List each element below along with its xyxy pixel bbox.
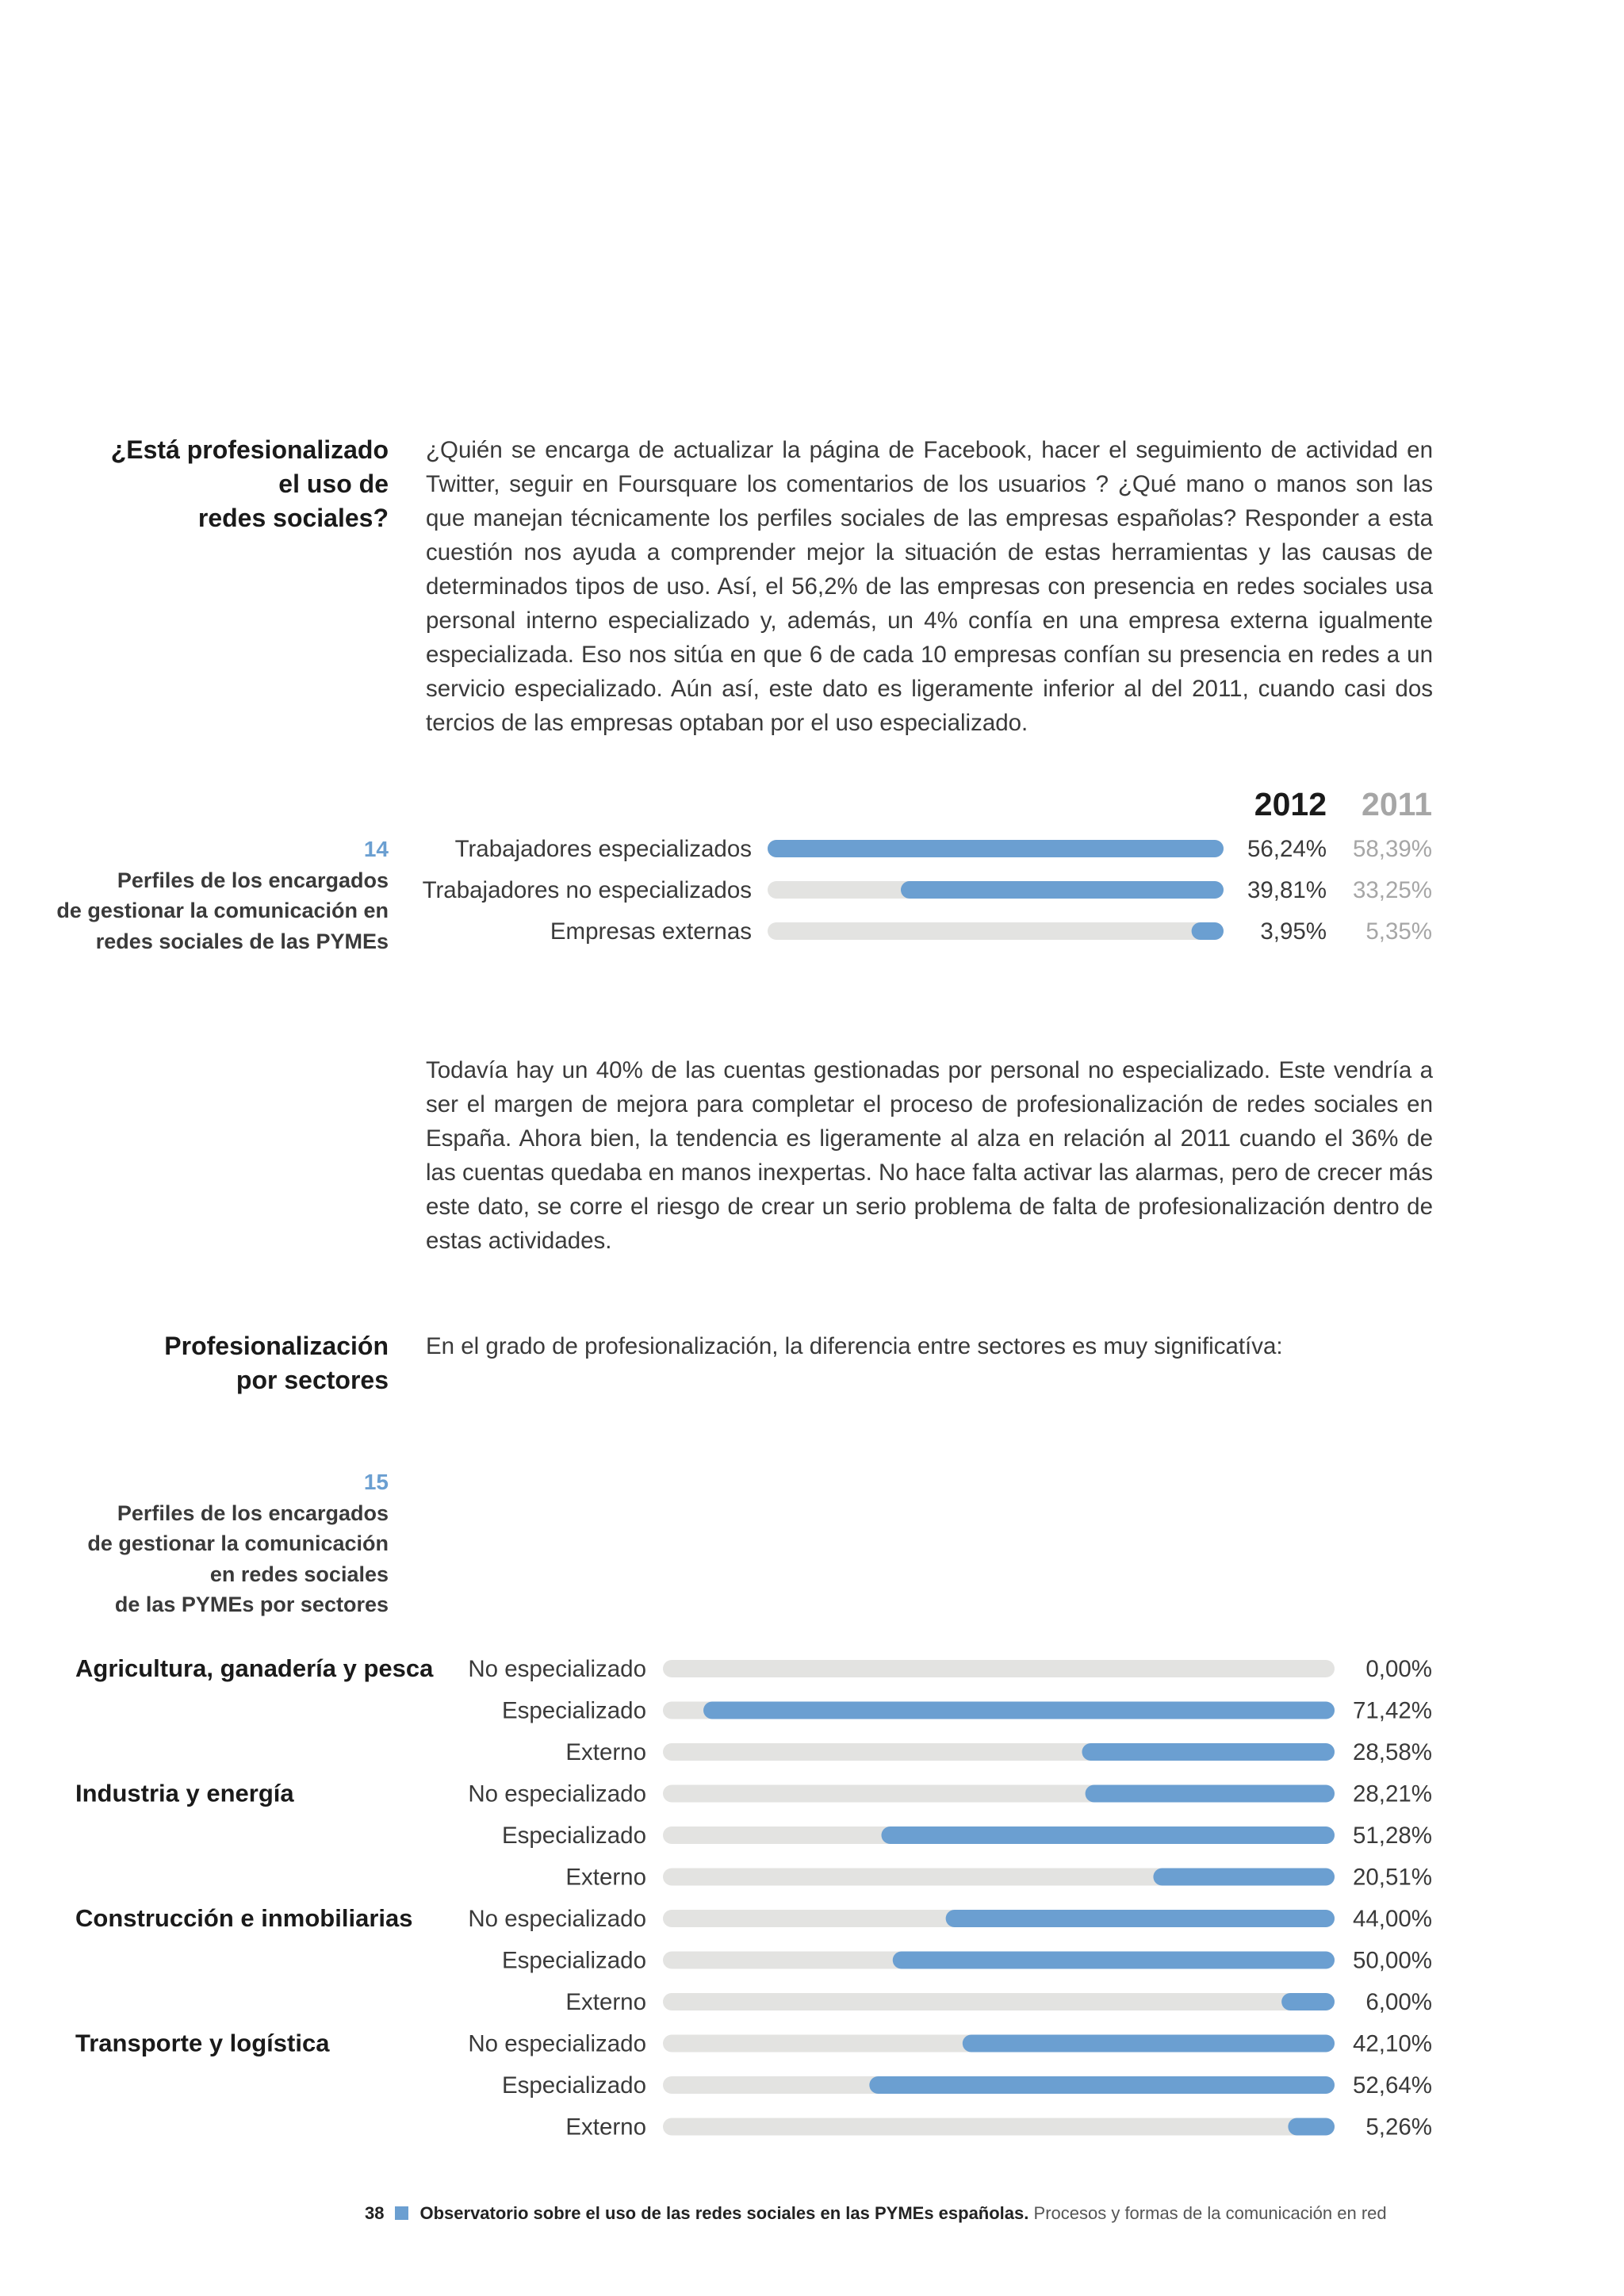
row-label: Especializado xyxy=(501,2072,646,2099)
bar-value xyxy=(893,1952,1335,1969)
sector-label: Construcción e inmobiliarias xyxy=(75,1904,413,1932)
bar-value xyxy=(1082,1743,1335,1761)
footer-square-icon xyxy=(395,2206,408,2220)
row-label: Especializado xyxy=(501,1697,646,1724)
sector-label: Industria y energía xyxy=(75,1779,294,1807)
analysis-paragraph: Todavía hay un 40% de las cuentas gestionadas por personal no especializado. Este vendría a ser el margen de mejora para completar el proceso de profesionalización de redes sociales en España. Ahora bien, la tendencia es ligeramente al alza en relación al 2011 cuando el 36% de las cuentas quedaba en manos inexpertas. No hace falta activar las alarmas, pero de crecer más este dato, se corre el riesgo de crear un serio problema de falta de profesionalización dentro de estas actividades. xyxy=(426,1057,1433,1254)
row-label: Externo xyxy=(565,2114,646,2141)
bar-track xyxy=(663,1993,1335,2010)
value-label-2012: 56,24% xyxy=(1247,836,1327,862)
sector-label: Agricultura, ganadería y pesca xyxy=(75,1654,434,1682)
publication-subtitle: Procesos y formas de la comunicación en red xyxy=(1033,2203,1387,2223)
value-label-2012: 3,95% xyxy=(1260,918,1327,945)
caption-line: de gestionar la comunicación xyxy=(87,1531,389,1555)
year-header-2011: 2011 xyxy=(1362,786,1432,822)
value-label-2011: 33,25% xyxy=(1352,877,1432,903)
caption-line: de las PYMEs por sectores xyxy=(114,1593,389,1616)
value-label: 71,42% xyxy=(1352,1697,1432,1724)
heading-line: ¿Está profesionalizado xyxy=(110,435,389,464)
value-label: 28,58% xyxy=(1352,1739,1432,1765)
category-label: Trabajadores no especializados xyxy=(422,877,752,903)
value-label-2011: 58,39% xyxy=(1352,836,1432,862)
figure-number: 15 xyxy=(363,1470,389,1494)
intro-paragraph: ¿Quién se encarga de actualizar la página de Facebook, hacer el seguimiento de actividad en Twitter, seguir en Foursquare los comentarios de los usuarios ? ¿Qué mano o manos son las que manejan técnicamente los perfiles sociales de las empresas españolas? Responder a esta cuestión nos ayuda a comprender mejor la situación de estas herramientas y las causas de determinados tipos de uso. Así, el 56,2% de las empresas con presencia en redes sociales usa personal interno especializado y, además, un 4% confía en una empresa externa igualmente especializada. Eso nos sitúa en que 6 de cada 10 empresas confían su presencia en redes a un servicio especializado. Aún así, este dato es ligeramente inferior al del 2011, cuando casi dos tercios de las empresas optaban por el uso especializado. xyxy=(426,437,1433,736)
chart-15 xyxy=(0,1650,1624,2141)
bar-2012 xyxy=(768,840,1224,857)
value-label-2011: 5,35% xyxy=(1365,918,1432,945)
category-label: Trabajadores especializados xyxy=(454,836,752,862)
value-label: 5,26% xyxy=(1365,2114,1432,2141)
value-label: 44,00% xyxy=(1352,1906,1432,1932)
value-label: 42,10% xyxy=(1352,2030,1432,2057)
row-label: Externo xyxy=(565,1864,646,1891)
value-label: 28,21% xyxy=(1352,1780,1432,1807)
heading-line: por sectores xyxy=(236,1366,389,1394)
page-number: 38 xyxy=(365,2203,385,2223)
figure-number: 14 xyxy=(363,837,389,861)
row-label: Externo xyxy=(565,1739,646,1765)
row-label: Especializado xyxy=(501,1823,646,1849)
year-header-2012: 2012 xyxy=(1254,786,1327,822)
caption-line: redes sociales de las PYMEs xyxy=(95,929,389,953)
section-heading-sectores xyxy=(48,1329,389,1397)
heading-line: el uso de xyxy=(278,470,389,498)
figure-15-caption xyxy=(48,1467,389,1620)
value-label: 52,64% xyxy=(1352,2072,1432,2099)
bar-track xyxy=(663,2118,1335,2136)
bar-2012 xyxy=(901,881,1224,899)
row-label: No especializado xyxy=(468,2030,646,2057)
row-label: Especializado xyxy=(501,1947,646,1974)
section-heading-profesionalizado xyxy=(48,433,389,535)
caption-line: Perfiles de los encargados xyxy=(117,868,389,892)
caption-line: Perfiles de los encargados xyxy=(117,1501,389,1525)
value-label: 6,00% xyxy=(1365,1989,1432,2015)
value-label: 50,00% xyxy=(1352,1947,1432,1974)
value-label: 0,00% xyxy=(1365,1656,1432,1682)
bar-value xyxy=(963,2035,1335,2053)
heading-line: redes sociales? xyxy=(197,504,389,532)
sectors-paragraph: En el grado de profesionalización, la diferencia entre sectores es muy significatíva: xyxy=(426,1333,1283,1359)
heading-line: Profesionalización xyxy=(164,1332,389,1360)
bar-value xyxy=(703,1702,1335,1719)
value-label: 51,28% xyxy=(1352,1823,1432,1849)
page-footer xyxy=(365,2203,1387,2224)
value-label: 20,51% xyxy=(1352,1864,1432,1891)
bar-value xyxy=(946,1910,1335,1927)
bar-track xyxy=(663,1660,1335,1677)
bar-value xyxy=(1288,2118,1335,2136)
row-label: No especializado xyxy=(468,1906,646,1932)
bar-value xyxy=(1086,1785,1335,1803)
bar-value xyxy=(881,1826,1335,1844)
caption-line: de gestionar la comunicación en xyxy=(56,899,389,922)
sector-label: Transporte y logística xyxy=(75,2029,330,2057)
value-label-2012: 39,81% xyxy=(1247,877,1327,903)
bar-2012 xyxy=(1192,922,1224,940)
category-label: Empresas externas xyxy=(550,918,752,945)
row-label: No especializado xyxy=(468,1780,646,1807)
chart-14 xyxy=(0,777,1624,952)
row-label: No especializado xyxy=(468,1656,646,1682)
row-label: Externo xyxy=(565,1989,646,2015)
publication-title: Observatorio sobre el uso de las redes sociales en las PYMEs españolas. xyxy=(419,2203,1029,2223)
bar-value xyxy=(1153,1869,1335,1886)
bar-value xyxy=(1281,1993,1335,2010)
caption-line: en redes sociales xyxy=(209,1562,389,1586)
bar-track xyxy=(768,922,1224,940)
bar-value xyxy=(869,2076,1335,2094)
